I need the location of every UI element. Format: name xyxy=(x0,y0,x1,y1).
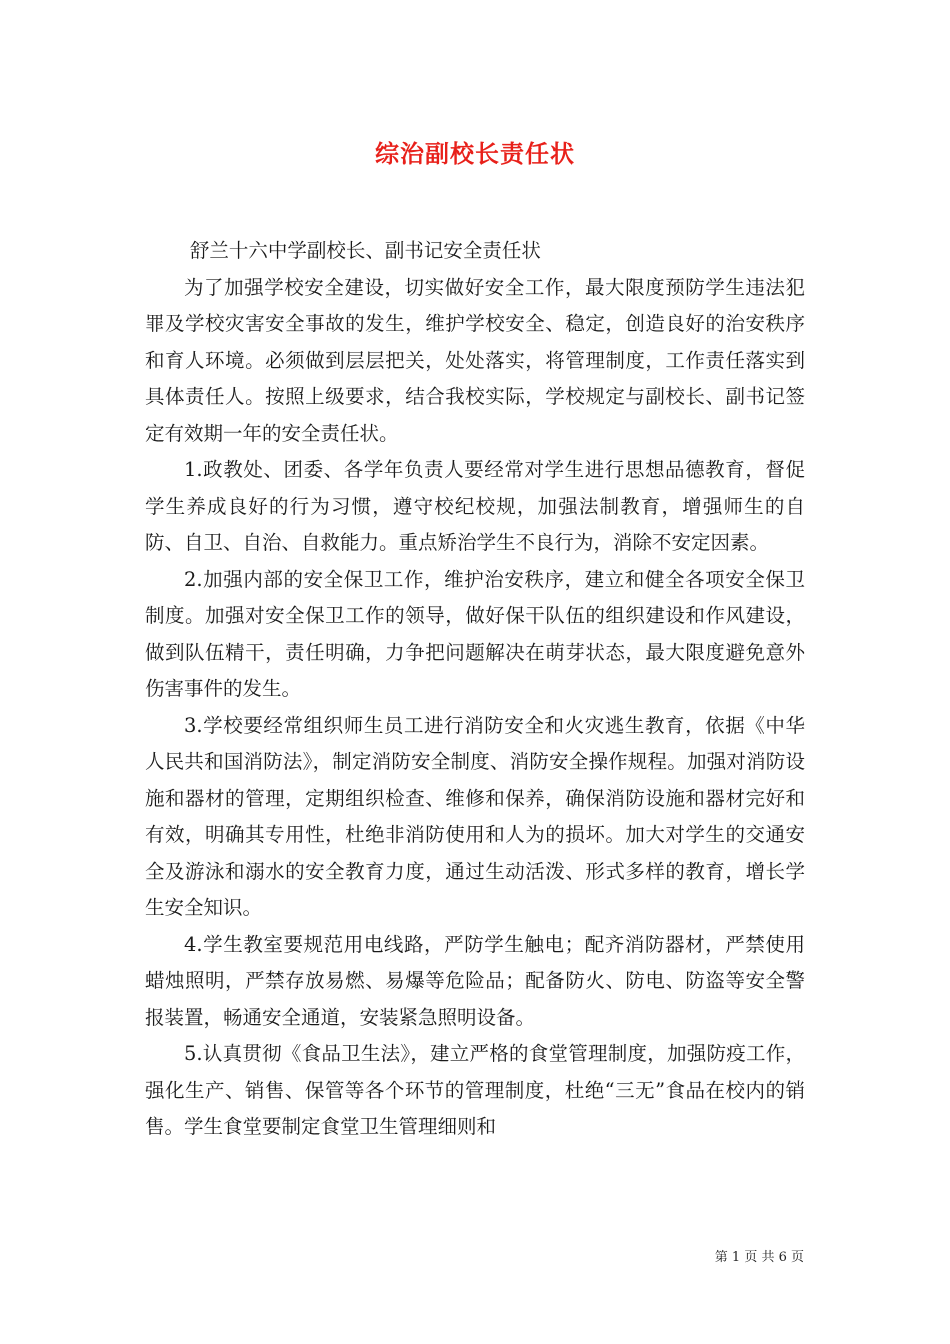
paragraph-intro: 为了加强学校安全建设，切实做好安全工作，最大限度预防学生违法犯罪及学校灾害安全事故的发生，维护学校安全、稳定，创造良好的治安秩序和育人环境。必须做到层层把关，处处落实，将管理制度，工作责任落实到具体责任人。按照上级要求，结合我校实际，学校规定与副校长、副书记签定有效期一年的安全责任状。 xyxy=(145,275,805,445)
document-title: 综治副校长责任状 xyxy=(375,139,575,168)
paragraph-item-5: 5.认真贯彻《食品卫生法》，建立严格的食堂管理制度，加强防疫工作，强化生产、销售、保管等各个环节的管理制度，杜绝“三无”食品在校内的销售。学生食堂要制定食堂卫生管理细则和 xyxy=(145,1042,805,1138)
page-number-footer: 第 1 页 共 6 页 xyxy=(714,1250,804,1265)
document-body xyxy=(145,233,805,1146)
paragraph-item-2: 2.加强内部的安全保卫工作，维护治安秩序，建立和健全各项安全保卫制度。加强对安全保卫工作的领导，做好保干队伍的组织建设和作风建设，做到队伍精干，责任明确，力争把问题解决在萌芽状态，最大限度避免意外伤害事件的发生。 xyxy=(145,567,805,700)
paragraph-item-1: 1.政教处、团委、各学年负责人要经常对学生进行思想品德教育，督促学生养成良好的行为习惯，遵守校纪校规，加强法制教育，增强师生的自防、自卫、自治、自救能力。重点矫治学生不良行为，消除不安定因素。 xyxy=(145,458,805,554)
paragraph-item-3: 3.学校要经常组织师生员工进行消防安全和火灾逃生教育，依据《中华人民共和国消防法》，制定消防安全制度、消防安全操作规程。加强对消防设施和器材的管理，定期组织检查、维修和保养，确保消防设施和器材完好和有效，明确其专用性，杜绝非消防使用和人为的损坏。加大对学生的交通安全及游泳和溺水的安全教育力度，通过生动活泼、形式多样的教育，增长学生安全知识。 xyxy=(145,713,805,919)
paragraph-item-4: 4.学生教室要规范用电线路，严防学生触电；配齐消防器材，严禁使用蜡烛照明，严禁存放易燃、易爆等危险品；配备防火、防电、防盗等安全警报装置，畅通安全通道，安装紧急照明设备。 xyxy=(145,932,805,1029)
document-subtitle: 舒兰十六中学副校长、副书记安全责任状 xyxy=(189,239,541,262)
